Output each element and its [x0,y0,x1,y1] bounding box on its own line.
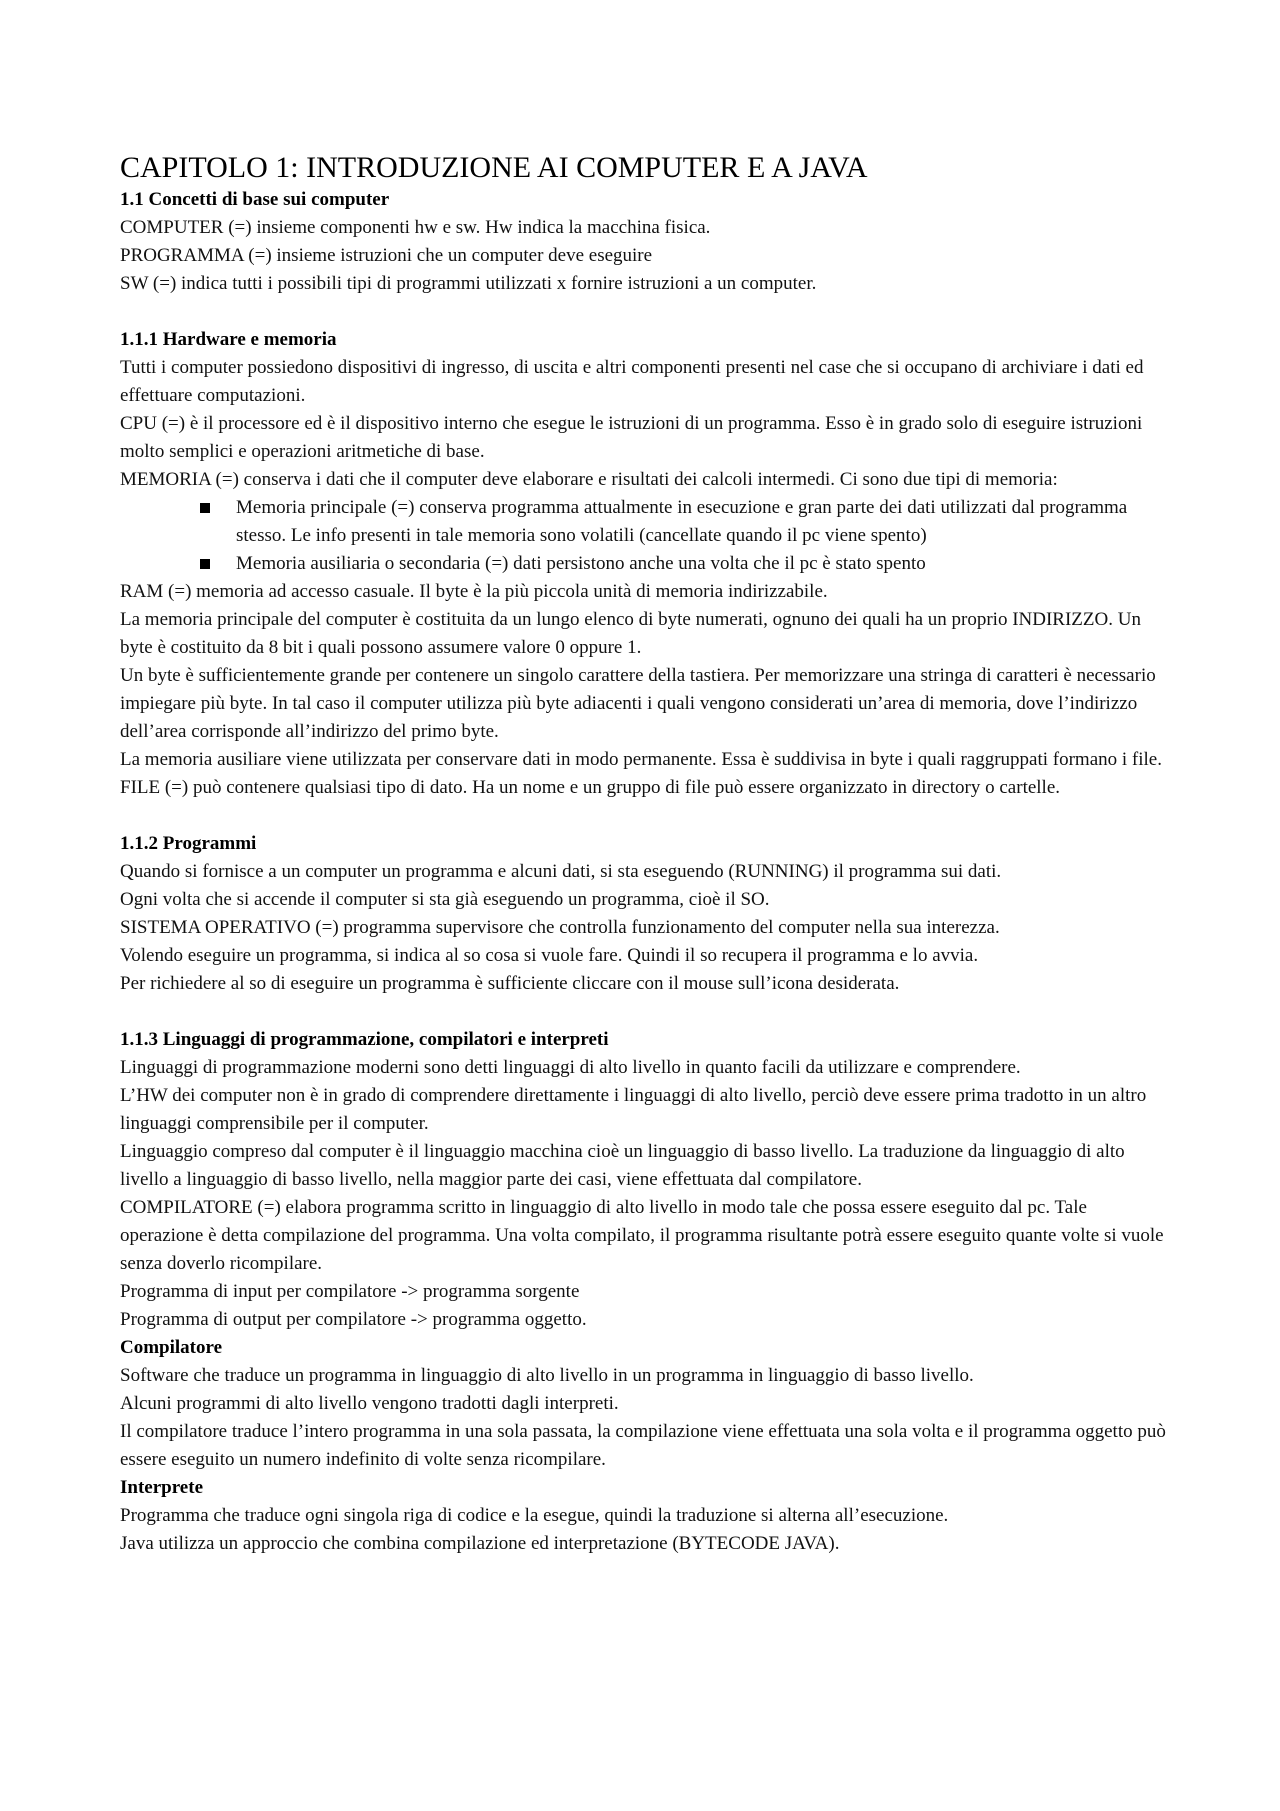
spacer [120,998,1168,1026]
paragraph: MEMORIA (=) conserva i dati che il computer deve elaborare e risultati dei calcoli intermedi. Ci sono due tipi di memoria: [120,469,1058,490]
section-heading-1-1: 1.1 Concetti di base sui computer [120,189,390,210]
paragraph: FILE (=) può contenere qualsiasi tipo di dato. Ha un nome e un gruppo di file può essere organizzato in directory o cartelle. [120,777,1061,798]
paragraph: RAM (=) memoria ad accesso casuale. Il byte è la più piccola unità di memoria indirizzabile. [120,581,828,602]
spacer [120,802,1168,830]
paragraph: L’HW dei computer non è in grado di comprendere direttamente i linguaggi di alto livello, perciò deve essere prima tradotto in un altro linguaggi comprensibile per il computer. [120,1085,1147,1134]
paragraph: CPU (=) è il processore ed è il dispositivo interno che esegue le istruzioni di un programma. Esso è in grado solo di eseguire istruzioni molto semplici e operazioni aritmetiche di base. [120,413,1143,462]
section-heading-1-1-1: 1.1.1 Hardware e memoria [120,329,337,350]
paragraph: Volendo eseguire un programma, si indica al so cosa si vuole fare. Quindi il so recupera il programma e lo avvia. [120,945,979,966]
section-1-1-2 [120,830,1168,998]
subheading-interprete: Interprete [120,1477,204,1498]
paragraph: SISTEMA OPERATIVO (=) programma supervisore che controlla funzionamento del computer nella sua interezza. [120,917,1000,938]
list-item [236,550,1168,578]
square-bullet-icon [200,503,210,513]
list-item [236,494,1168,550]
paragraph: Quando si fornisce a un computer un programma e alcuni dati, si sta eseguendo (RUNNING) il programma sui dati. [120,861,1002,882]
section-1-1-1 [120,326,1168,802]
list-item-text: Memoria ausiliaria o secondaria (=) dati persistono anche una volta che il pc è stato spento [236,553,926,574]
square-bullet-icon [200,559,210,569]
section-1-1 [120,186,1168,298]
paragraph: Linguaggio compreso dal computer è il linguaggio macchina cioè un linguaggio di basso livello. La traduzione da linguaggio di alto livello a linguaggio di basso livello, nella maggior parte dei casi, viene effettuata dal compilatore. [120,1141,1125,1190]
paragraph: Software che traduce un programma in linguaggio di alto livello in un programma in linguaggio di basso livello. [120,1365,974,1386]
paragraph: Un byte è sufficientemente grande per contenere un singolo carattere della tastiera. Per memorizzare una stringa di caratteri è necessario impiegare più byte. In tal caso il computer utilizza più byte adiacenti i quali vengono considerati un’area di memoria, dove l’indirizzo dell’area corrisponde all’indirizzo del primo byte. [120,665,1156,742]
section-heading-1-1-3: 1.1.3 Linguaggi di programmazione, compilatori e interpreti [120,1029,609,1050]
list-item-text: Memoria principale (=) conserva programma attualmente in esecuzione e gran parte dei dati utilizzati dal programma stesso. Le info presenti in tale memoria sono volatili (cancellate quando il pc viene spento) [236,497,1128,546]
section-1-1-3 [120,1026,1168,1558]
paragraph: Alcuni programmi di alto livello vengono tradotti dagli interpreti. [120,1393,619,1414]
paragraph: Java utilizza un approccio che combina compilazione ed interpretazione (BYTECODE JAVA). [120,1533,840,1554]
document-page [120,150,1168,1558]
paragraph: SW (=) indica tutti i possibili tipi di programmi utilizzati x fornire istruzioni a un computer. [120,273,817,294]
paragraph: Ogni volta che si accende il computer si sta già eseguendo un programma, cioè il SO. [120,889,770,910]
chapter-title: CAPITOLO 1: INTRODUZIONE AI COMPUTER E A JAVA [120,151,868,184]
paragraph: Programma di input per compilatore -> programma sorgente [120,1281,580,1302]
paragraph: Programma che traduce ogni singola riga di codice e la esegue, quindi la traduzione si alterna all’esecuzione. [120,1505,949,1526]
paragraph: La memoria principale del computer è costituita da un lungo elenco di byte numerati, ognuno dei quali ha un proprio INDIRIZZO. Un byte è costituito da 8 bit i quali possono assumere valore 0 oppure 1. [120,609,1141,658]
memory-types-list [120,494,1168,578]
paragraph: Il compilatore traduce l’intero programma in una sola passata, la compilazione viene effettuata una sola volta e il programma oggetto può essere eseguito un numero indefinito di volte senza ricompilare. [120,1421,1166,1470]
paragraph: COMPILATORE (=) elabora programma scritto in linguaggio di alto livello in modo tale che possa essere eseguito dal pc. Tale operazione è detta compilazione del programma. Una volta compilato, il programma risultante potrà essere eseguito quante volte si vuole senza doverlo ricompilare. [120,1197,1164,1274]
paragraph: Per richiedere al so di eseguire un programma è sufficiente cliccare con il mouse sull’icona desiderata. [120,973,900,994]
paragraph: COMPUTER (=) insieme componenti hw e sw. Hw indica la macchina fisica. [120,217,711,238]
subheading-compilatore: Compilatore [120,1337,223,1358]
paragraph: Programma di output per compilatore -> programma oggetto. [120,1309,587,1330]
paragraph: Tutti i computer possiedono dispositivi di ingresso, di uscita e altri componenti presenti nel case che si occupano di archiviare i dati ed effettuare computazioni. [120,357,1144,406]
spacer [120,298,1168,326]
section-heading-1-1-2: 1.1.2 Programmi [120,833,257,854]
paragraph: Linguaggi di programmazione moderni sono detti linguaggi di alto livello in quanto facili da utilizzare e comprendere. [120,1057,1021,1078]
paragraph: La memoria ausiliare viene utilizzata per conservare dati in modo permanente. Essa è suddivisa in byte i quali raggruppati formano i file. [120,749,1162,770]
paragraph: PROGRAMMA (=) insieme istruzioni che un computer deve eseguire [120,245,653,266]
